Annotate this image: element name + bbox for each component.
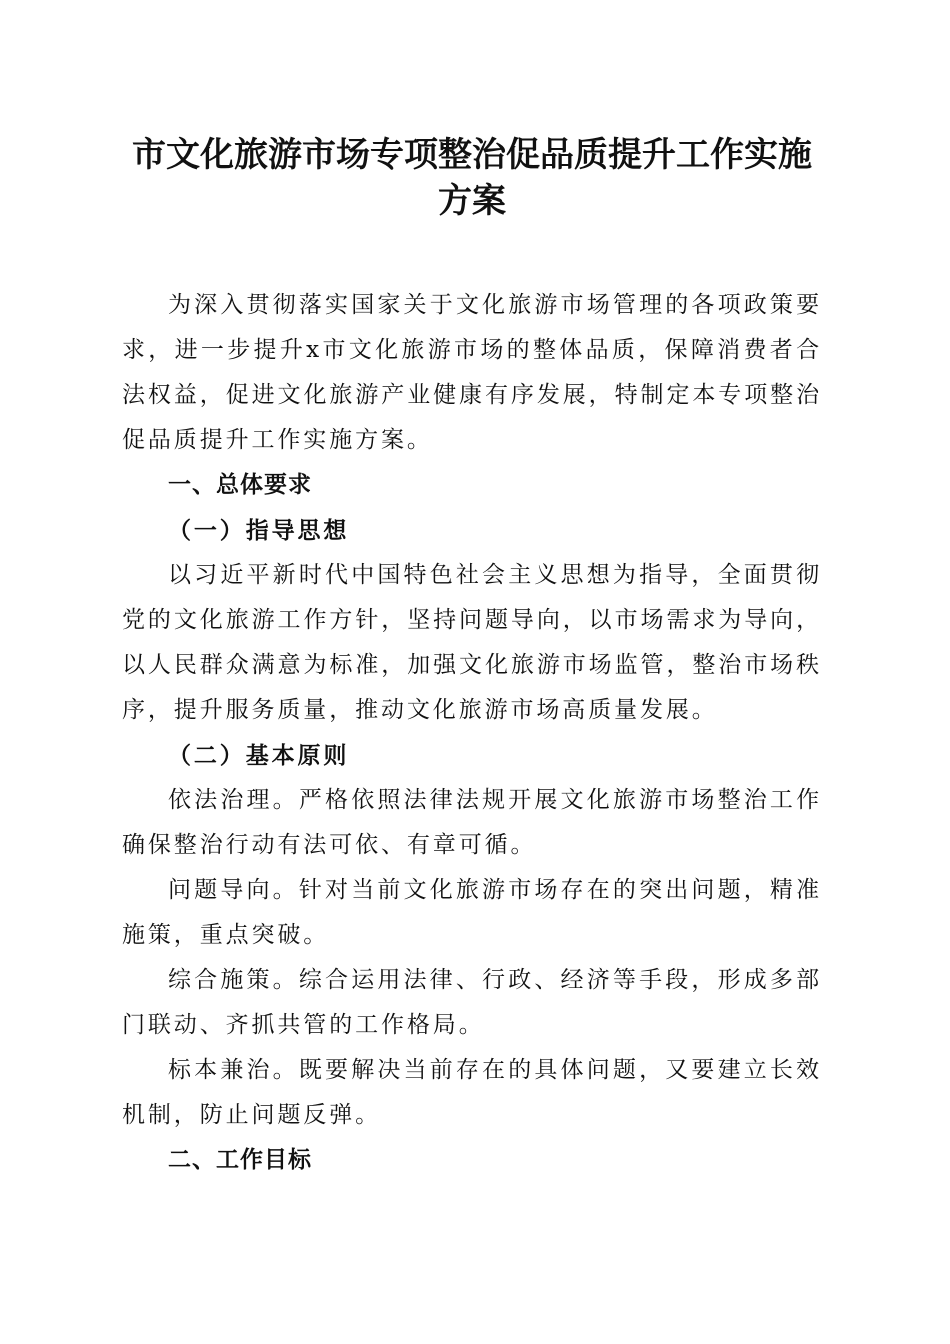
section-heading-work-goals: 二、工作目标 — [168, 1147, 312, 1173]
principle-problem-oriented: 问题导向。针对当前文化旅游市场存在的突出问题，精准施策，重点突破。 — [122, 877, 822, 948]
document-title-line2: 方案 — [438, 181, 506, 221]
document-title — [122, 132, 822, 224]
document-page — [122, 132, 822, 1183]
guiding-ideology-paragraph: 以习近平新时代中国特色社会主义思想为指导，全面贯彻党的文化旅游工作方针，坚持问题导向，以市场需求为导向，以人民群众满意为标准，加强文化旅游市场监管，整治市场秩序，提升服务质量，推动文化旅游市场高质量发展。 — [122, 562, 822, 723]
principle-root-and-symptom: 标本兼治。既要解决当前存在的具体问题，又要建立长效机制，防止问题反弹。 — [122, 1057, 822, 1128]
subsection-heading-guiding-ideology: （一）指导思想 — [168, 517, 350, 544]
section-heading-overall-requirements: 一、总体要求 — [168, 472, 312, 498]
principle-lawful-governance: 依法治理。严格依照法律法规开展文化旅游市场整治工作确保整治行动有法可依、有章可循。 — [122, 787, 822, 858]
subsection-heading-basic-principles: （二）基本原则 — [168, 742, 350, 769]
principle-comprehensive-measures: 综合施策。综合运用法律、行政、经济等手段，形成多部门联动、齐抓共管的工作格局。 — [122, 967, 822, 1038]
intro-paragraph: 为深入贯彻落实国家关于文化旅游市场管理的各项政策要求，进一步提升x市文化旅游市场的整体品质，保障消费者合法权益，促进文化旅游产业健康有序发展，特制定本专项整治促品质提升工作实施方案。 — [122, 292, 822, 453]
document-body — [122, 283, 822, 1183]
document-title-line1: 市文化旅游市场专项整治促品质提升工作实施 — [132, 135, 812, 175]
